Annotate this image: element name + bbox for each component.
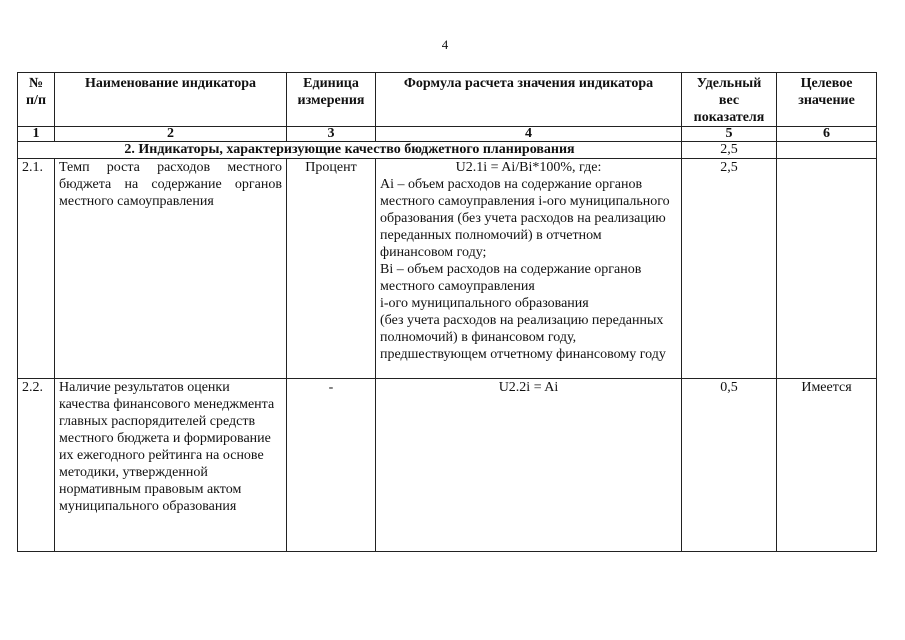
- section-weight: 2,5: [682, 142, 777, 159]
- header-unit: Единица измерения: [287, 73, 376, 127]
- column-number-row: [18, 127, 877, 142]
- table-header-row: [18, 73, 877, 127]
- indicators-table: [17, 72, 877, 552]
- column-number: 2: [55, 127, 287, 142]
- formula-line: Ai – объем расходов на содержание органов местного самоуправления i-ого муниципального образования (без учета расходов на реализацию переданных полномочий) в отчетном финансовом году;: [380, 177, 670, 260]
- column-number: 5: [682, 127, 777, 142]
- section-target-empty: [777, 142, 877, 159]
- row-unit: -: [287, 379, 376, 552]
- row-name: Темп роста расходов местного бюджета на содержание органов местного самоуправления: [55, 159, 287, 379]
- section-row: [18, 142, 877, 159]
- row-formula: [376, 159, 682, 379]
- page-number: 4: [441, 37, 449, 52]
- header-num: № п/п: [18, 73, 55, 127]
- formula-line: (без учета расходов на реализацию переданных полномочий) в финансовом году, предшествующем отчетному финансовому году: [380, 313, 666, 362]
- table-row: [18, 379, 877, 552]
- header-formula: Формула расчета значения индикатора: [376, 73, 682, 127]
- header-weight: Удельный вес показателя: [682, 73, 777, 127]
- row-target: [777, 159, 877, 379]
- row-name: Наличие результатов оценки качества финансового менеджмента главных распорядителей средств местного бюджета и формирование их ежегодного рейтинга на основе методики, утвержденной нормативным правовым актом муниципального образования: [55, 379, 287, 552]
- row-weight: 2,5: [682, 159, 777, 379]
- row-num: 2.2.: [18, 379, 55, 552]
- formula-main: U2.2i = Ai: [498, 380, 559, 395]
- formula-main: U2.1i = Ai/Bi*100%, где:: [455, 160, 602, 175]
- section-title: 2. Индикаторы, характеризующие качество бюджетного планирования: [18, 142, 682, 159]
- header-name: Наименование индикатора: [55, 73, 287, 127]
- formula-line: i-ого муниципального образования: [380, 296, 589, 311]
- row-formula: [376, 379, 682, 552]
- row-weight: 0,5: [682, 379, 777, 552]
- row-unit: Процент: [287, 159, 376, 379]
- column-number: 4: [376, 127, 682, 142]
- column-number: 6: [777, 127, 877, 142]
- row-num: 2.1.: [18, 159, 55, 379]
- column-number: 1: [18, 127, 55, 142]
- column-number: 3: [287, 127, 376, 142]
- header-target: Целевое значение: [777, 73, 877, 127]
- table-row: [18, 159, 877, 379]
- row-target: Имеется: [777, 379, 877, 552]
- formula-line: Bi – объем расходов на содержание органов местного самоуправления: [380, 262, 642, 294]
